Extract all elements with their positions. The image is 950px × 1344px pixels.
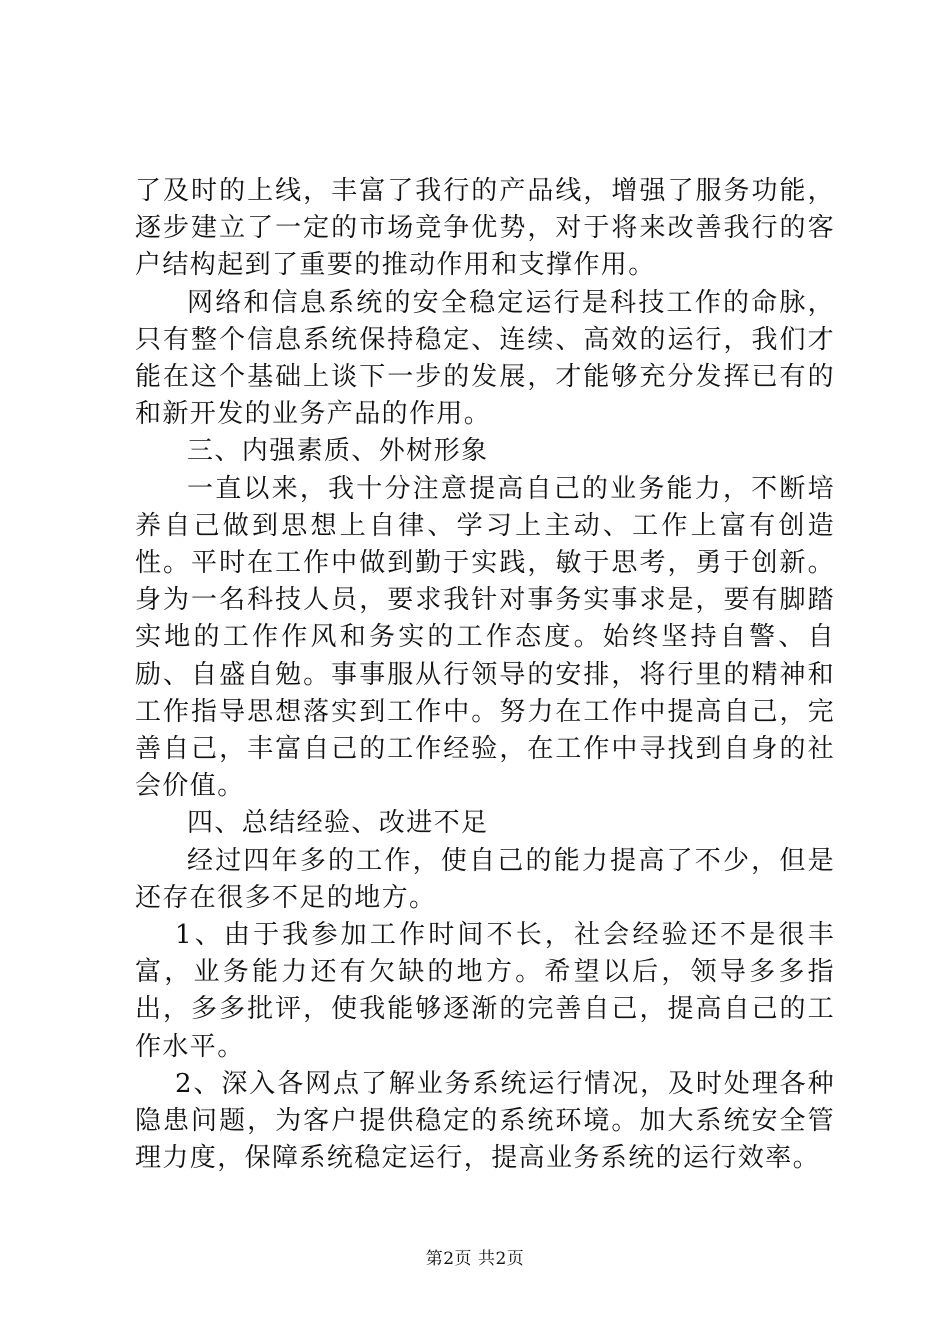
- list-item-2: 2、深入各网点了解业务系统运行情况，及时处理各种隐患问题，为客户提供稳定的系统环境。加大系统安全管理力度，保障系统稳定运行，提高业务系统的运行效率。: [135, 1068, 835, 1174]
- section-heading-four: 四、总结经验、改进不足: [187, 808, 489, 839]
- paragraph-self-improvement: 一直以来，我十分注意提高自己的业务能力，不断培养自己做到思想上自律、学习上主动、工作上富有创造性。平时在工作中做到勤于实践，敏于思考，勇于创新。身为一名科技人员，要求我针对事务实事求是，要有脚踏实地的工作作风和务实的工作态度。始终坚持自警、自励、自盛自勉。事事服从行领导的安排，将行里的精神和工作指导思想落实到工作中。努力在工作中提高自己，完善自己，丰富自己的工作经验，在工作中寻找到自身的社会价值。: [135, 473, 835, 802]
- paragraph-continuation: 了及时的上线，丰富了我行的产品线，增强了服务功能，逐步建立了一定的市场竞争优势，对于将来改善我行的客户结构起到了重要的推动作用和支撑作用。: [135, 176, 835, 281]
- paragraph-network-security: 网络和信息系统的安全稳定运行是科技工作的命脉，只有整个信息系统保持稳定、连续、高效的运行，我们才能在这个基础上谈下一步的发展，才能够充分发挥已有的和新开发的业务产品的作用。: [135, 287, 835, 430]
- page-footer: 第2页 共2页: [425, 1249, 525, 1269]
- section-heading-three: 三、内强素质、外树形象: [187, 436, 489, 467]
- document-body: [135, 173, 835, 1177]
- list-item-1: 1、由于我参加工作时间不长，社会经验还不是很丰富，业务能力还有欠缺的地方。希望以后，领导多多指出，多多批评，使我能够逐渐的完善自己，提高自己的工作水平。: [135, 920, 835, 1062]
- paragraph-shortcomings: 经过四年多的工作，使自己的能力提高了不少，但是还存在很多不足的地方。: [135, 845, 835, 913]
